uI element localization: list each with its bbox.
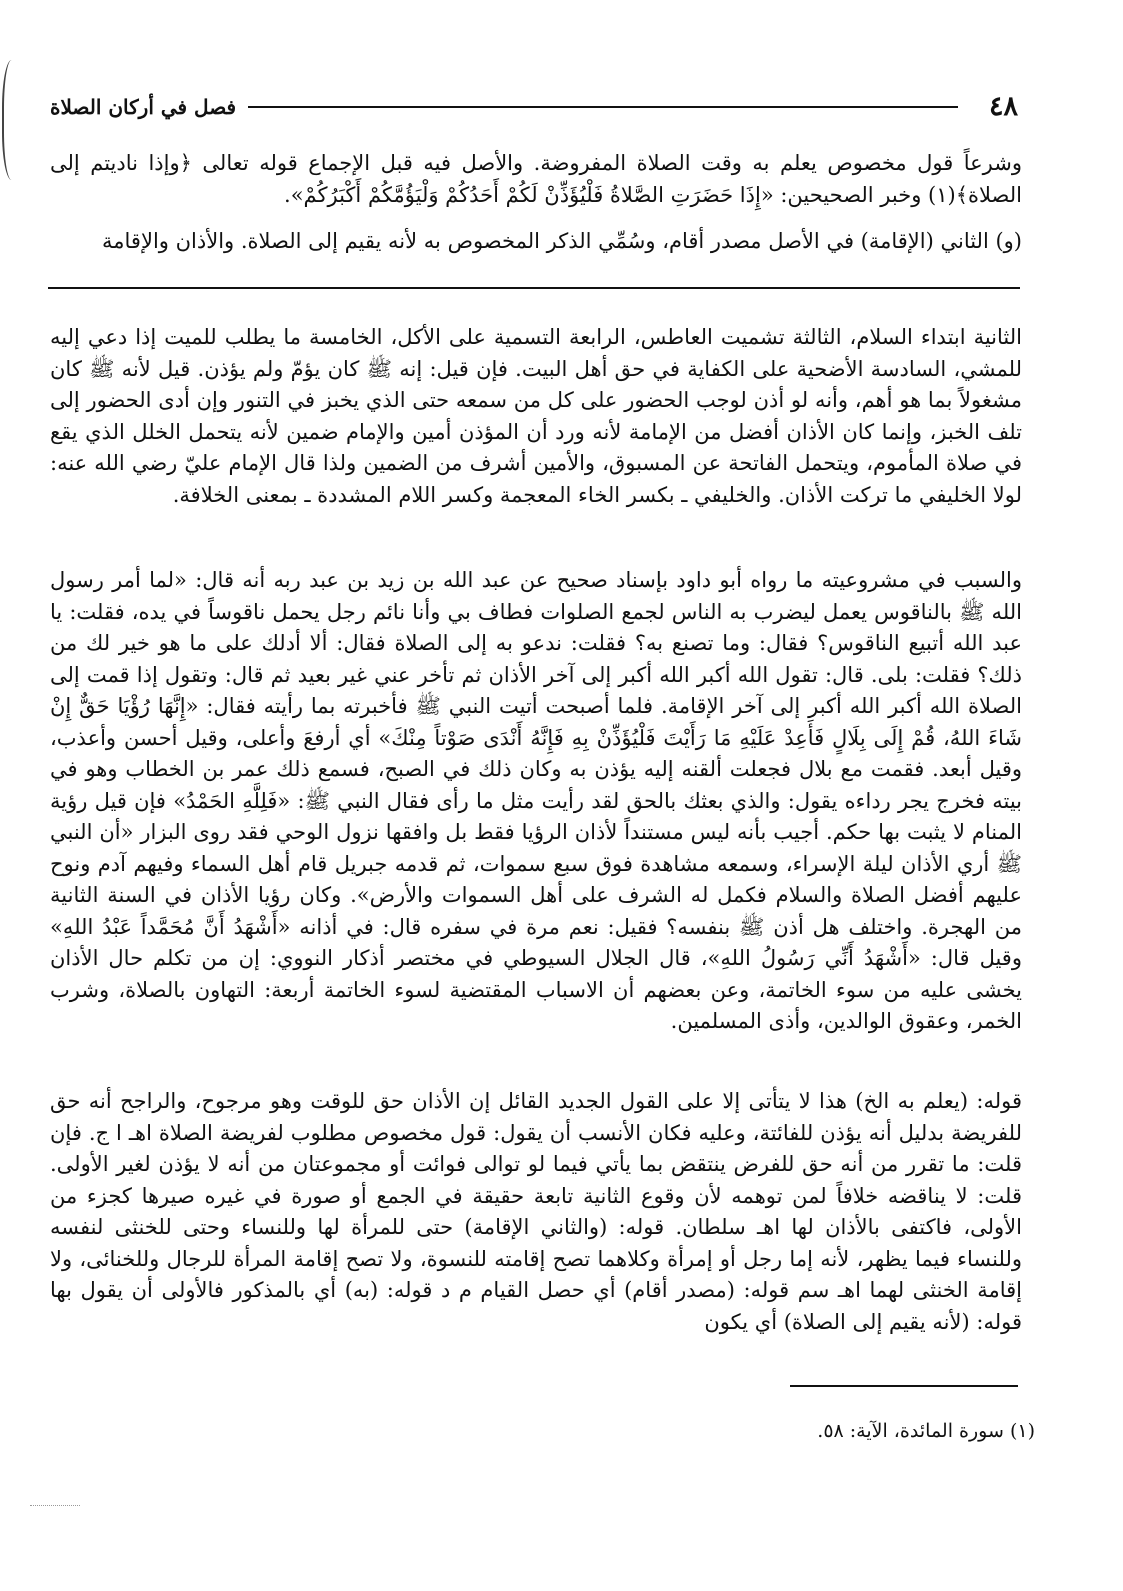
commentary-paragraph-2: والسبب في مشروعيته ما رواه أبو داود بإسناد صحيح عن عبد الله بن زيد بن عبد ربه أنه قال: «لما أمر رسول الله ﷺ بالناقوس يعمل ليضرب به الناس لجمع الصلوات فطاف بي وأنا نائم رجل يحمل ناقوساً في يده، فقلت: يا عبد الله أتبيع الناقوس؟ فقال: وما تصنع به؟ فقلت: ندعو به إلى الصلاة فقال: ألا أدلك على ما هو خير لك من ذلك؟ فقلت: بلى. قال: تقول الله أكبر الله أكبر إلى آخر الأذان ثم تأخر عني غير بعيد ثم قال: وتقول إذا قمت إلى الصلاة الله أكبر الله أكبر إلى آخر الإقامة. فلما أصبحت أتيت النبي ﷺ فأخبرته بما رأيته فقال: «إِنَّهَا رُؤْيَا حَقٌّ إِنْ شَاءَ اللهُ، قُمْ إِلَى بِلَالٍ فَأَعِدْ عَلَيْهِ مَا رَأَيْتَ فَلْيُؤَذِّنْ بِهِ فَإِنَّهُ أَنْدَى صَوْتاً مِنْكَ» أي أرفعَ وأعلى، وقيل أحسن وأعذب، وقيل أبعد. فقمت مع بلال فجعلت ألقنه إليه يؤذن به وكان ذلك في الصبح، فسمع ذلك عمر بن الخطاب وهو في بيته فخرج يجر رداءه يقول: والذي بعثك بالحق لقد رأيت مثل ما رأى فقال النبي ﷺ: «فَلِلَّهِ الحَمْدُ» فإن قيل رؤية المنام لا يثبت بها حكم. أجيب بأنه ليس مستنداً لأذان الرؤيا فقط بل وافقها نزول الوحي فقد روى البزار «أن النبي ﷺ أري الأذان ليلة الإسراء، وسمعه مشاهدة فوق سبع سموات، ثم قدمه جبريل قام أهل السماء وفيهم آدم ونوح عليهم أفضل الصلاة والسلام فكمل له الشرف على أهل السموات والأرض». وكان رؤيا الأذان في السنة الثانية من الهجرة. واختلف هل أذن ﷺ بنفسه؟ فقيل: نعم مرة في سفره قال: في أذانه «أَشْهَدُ أَنَّ مُحَمَّداً عَبْدُ اللهِ» وقيل قال: «أَشْهَدُ أَنِّي رَسُولُ اللهِ»، قال الجلال السيوطي في مختصر أذكار النووي: إن من تكلم حال الأذان يخشى عليه من سوء الخاتمة، وعن بعضهم أن الاسباب المقتضية لسوء الخاتمة أربعة: التهاون بالصلاة، وشرب الخمر، وعقوق الوالدين، وأذى المسلمين. — [50, 568, 1022, 1033]
matn-paragraph-1: وشرعاً قول مخصوص يعلم به وقت الصلاة المفروضة. والأصل فيه قبل الإجماع قوله تعالى ﴿وإذا ناديتم إلى الصلاة﴾(١) وخبر الصحيحين: «إِذَا حَضَرَتِ الصَّلاةُ فَلْيُؤَذِّنْ لَكُمْ أَحَدُكُمْ وَلْيَؤُمَّكُمْ أَكْبَرُكُمْ». — [50, 151, 1022, 207]
footnote-separator-rule — [790, 1385, 1018, 1387]
commentary-paragraph-3: قوله: (يعلم به الخ) هذا لا يتأتى إلا على القول الجديد القائل إن الأذان حق للوقت وهو مرجوح، والراجح أنه حق للفريضة بدليل أنه يؤذن للفائتة، وعليه فكان الأنسب أن يقول: قول مخصوص مطلوب لفريضة الصلاة اهـ ا ج. فإن قلت: ما تقرر من أنه حق للفرض ينتقض بما يأتي فيما لو توالى فوائت أو مجموعتان من أنه لا يؤذن لغير الأولى. قلت: لا يناقضه خلافاً لمن توهمه لأن وقوع الثانية تابعة حقيقة في الجمع أو صورة في غيره صيرها كجزء من الأولى، فاكتفى بالأذان لها اهـ سلطان. قوله: (والثاني الإقامة) حتى للمرأة لها وللنساء وحتى للخنثى لنفسه وللنساء فيما يظهر، لأنه إما رجل أو إمرأة وكلاهما تصح إقامته للنسوة، ولا تصح إقامة المرأة للرجال وللخنائى، ولا إقامة الخنثى لهما اهـ سم قوله: (مصدر أقام) أي حصل القيام م د قوله: (به) أي بالمذكور فالأولى أن يقول بها قوله: (لأنه يقيم إلى الصلاة) أي يكون — [50, 1089, 1022, 1334]
chapter-title: فصل في أركان الصلاة — [50, 95, 237, 119]
page-number: ٤٨ — [988, 91, 1018, 122]
header-rule — [248, 106, 958, 108]
margin-binding-mark — [2, 60, 26, 180]
matn-separator-rule — [48, 287, 1020, 289]
matn-paragraph-2: (و) الثاني (الإقامة) في الأصل مصدر أقام، وسُمِّي الذكر المخصوص به لأنه يقيم إلى الصلاة. والأذان والإقامة — [102, 229, 1022, 253]
page-header — [50, 92, 1020, 132]
commentary-paragraph-1: الثانية ابتداء السلام، الثالثة تشميت العاطس، الرابعة التسمية على الأكل، الخامسة ما يطلب للميت إذا دعي إليه للمشي، السادسة الأضحية على الكفاية في حق أهل البيت. فإن قيل: إنه ﷺ كان يؤمّ ولم يؤذن. قيل لأنه ﷺ كان مشغولاً بما هو أهم، وأنه لو أذن لوجب الحضور على كل من سمعه حتى الذي يخبز في التنور وإن أدى الحضور إلى تلف الخبز، وإنما كان الأذان أفضل من الإمامة لأنه ورد أن المؤذن أمين والإمام ضمين لأنه يتحمل الخلل الذي يقع في صلاة المأموم، ويتحمل الفاتحة عن المسبوق، والأمين أشرف من الضمين ولذا قال الإمام عليّ رضي الله عنه: لولا الخليفي ما تركت الأذان. والخليفي ـ بكسر الخاء المعجمة وكسر اللام المشددة ـ بمعنى الخلافة. — [50, 325, 1022, 507]
scan-artifact-mark — [30, 1495, 80, 1506]
footnote: (١) سورة المائدة، الآية: ٥٨. — [817, 1420, 1035, 1442]
